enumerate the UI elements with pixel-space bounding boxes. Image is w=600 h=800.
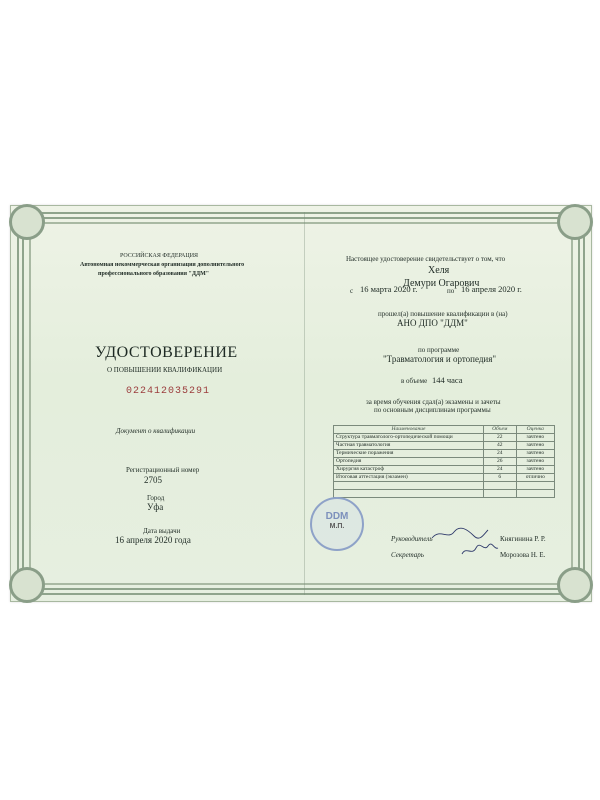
corner-ornament-icon bbox=[9, 567, 45, 603]
document-subtitle: О ПОВЫШЕНИИ КВАЛИФИКАЦИИ bbox=[107, 366, 223, 374]
registration-number: 2705 bbox=[144, 475, 162, 485]
table-row bbox=[334, 482, 555, 490]
discipline-grade: зачтено bbox=[516, 434, 554, 442]
corner-ornament-icon bbox=[557, 567, 593, 603]
discipline-name: Термические поражения bbox=[334, 450, 484, 458]
discipline-name bbox=[334, 490, 484, 498]
director-name: Княгинина Р. Р. bbox=[500, 535, 546, 543]
secretary-name: Морозова Н. Е. bbox=[500, 551, 546, 559]
discipline-hours: 42 bbox=[483, 442, 516, 450]
table-header: Оценка bbox=[516, 426, 554, 434]
discipline-hours: 6 bbox=[483, 474, 516, 482]
discipline-hours bbox=[483, 482, 516, 490]
program-label: по программе bbox=[418, 346, 460, 354]
table-header: Объем bbox=[483, 426, 516, 434]
discipline-grade: зачтено bbox=[516, 466, 554, 474]
volume-label: в объеме bbox=[401, 377, 428, 385]
secretary-signature-icon bbox=[460, 542, 500, 558]
to-label: по bbox=[447, 287, 455, 295]
organization: АНО ДПО "ДДМ" bbox=[397, 318, 468, 328]
table-row bbox=[334, 474, 555, 482]
discipline-grade: зачтено bbox=[516, 442, 554, 450]
from-date: 16 марта 2020 г. bbox=[360, 284, 418, 294]
secretary-label: Секретарь bbox=[391, 551, 424, 559]
program-name: "Травматология и ортопедия" bbox=[383, 354, 497, 364]
table-header: Наименование bbox=[334, 426, 484, 434]
official-seal bbox=[310, 497, 364, 551]
discipline-grade: зачтено bbox=[516, 450, 554, 458]
city-label: Город bbox=[147, 494, 165, 502]
issue-date: 16 апреля 2020 года bbox=[115, 535, 191, 545]
fold-line bbox=[304, 212, 305, 595]
document-kind: Документ о квалификации bbox=[116, 427, 196, 435]
director-signature-icon bbox=[430, 526, 490, 542]
city: Уфа bbox=[147, 502, 164, 512]
discipline-grade bbox=[516, 482, 554, 490]
discipline-hours: 24 bbox=[483, 466, 516, 474]
issue-date-label: Дата выдачи bbox=[143, 527, 181, 535]
discipline-grade: отлично bbox=[516, 474, 554, 482]
discipline-name: Ортопедия bbox=[334, 458, 484, 466]
corner-ornament-icon bbox=[557, 204, 593, 240]
exams-line-2: по основным дисциплинам программы bbox=[374, 406, 491, 414]
exams-line-1: за время обучения сдал(а) экзамены и зачеты bbox=[366, 398, 501, 406]
director-label: Руководитель bbox=[391, 535, 433, 543]
from-label: с bbox=[350, 287, 354, 295]
disciplines-table bbox=[333, 425, 555, 498]
intro-text: Настоящее удостоверение свидетельствует о том, что bbox=[346, 255, 506, 263]
discipline-hours: 24 bbox=[483, 450, 516, 458]
discipline-hours: 26 bbox=[483, 458, 516, 466]
holder-name: Демури Огарович bbox=[403, 278, 480, 289]
to-date: 16 апреля 2020 г. bbox=[461, 284, 522, 294]
table-row bbox=[334, 466, 555, 474]
registration-number-label: Регистрационный номер bbox=[126, 466, 200, 474]
discipline-grade: зачтено bbox=[516, 458, 554, 466]
org-line-2: профессионального образования "ДДМ" bbox=[98, 271, 210, 277]
discipline-hours: 22 bbox=[483, 434, 516, 442]
table-row bbox=[334, 458, 555, 466]
table-row bbox=[334, 490, 555, 498]
corner-ornament-icon bbox=[9, 204, 45, 240]
holder-surname: Хеля bbox=[428, 265, 450, 276]
seal-logo: DDM bbox=[325, 511, 349, 522]
discipline-grade bbox=[516, 490, 554, 498]
discipline-name bbox=[334, 482, 484, 490]
table-row bbox=[334, 450, 555, 458]
discipline-hours bbox=[483, 490, 516, 498]
serial-number: 022412035291 bbox=[126, 386, 211, 397]
passed-label: прошел(а) повышение квалификации в (на) bbox=[378, 310, 508, 318]
table-row bbox=[334, 434, 555, 442]
document-title: УДОСТОВЕРЕНИЕ bbox=[95, 344, 238, 361]
volume-hours: 144 часа bbox=[432, 375, 463, 385]
seal-mp: М.П. bbox=[329, 523, 345, 530]
discipline-name: Хирургия катастроф bbox=[334, 466, 484, 474]
org-line-1: Автономная некоммерческая организация дополнительного bbox=[80, 262, 245, 268]
discipline-name: Структура травматолого-ортопедической помощи bbox=[334, 434, 484, 442]
discipline-name: Частная травматология bbox=[334, 442, 484, 450]
table-row bbox=[334, 442, 555, 450]
country-label: РОССИЙСКАЯ ФЕДЕРАЦИЯ bbox=[120, 253, 199, 259]
discipline-name: Итоговая аттестация (экзамен) bbox=[334, 474, 484, 482]
